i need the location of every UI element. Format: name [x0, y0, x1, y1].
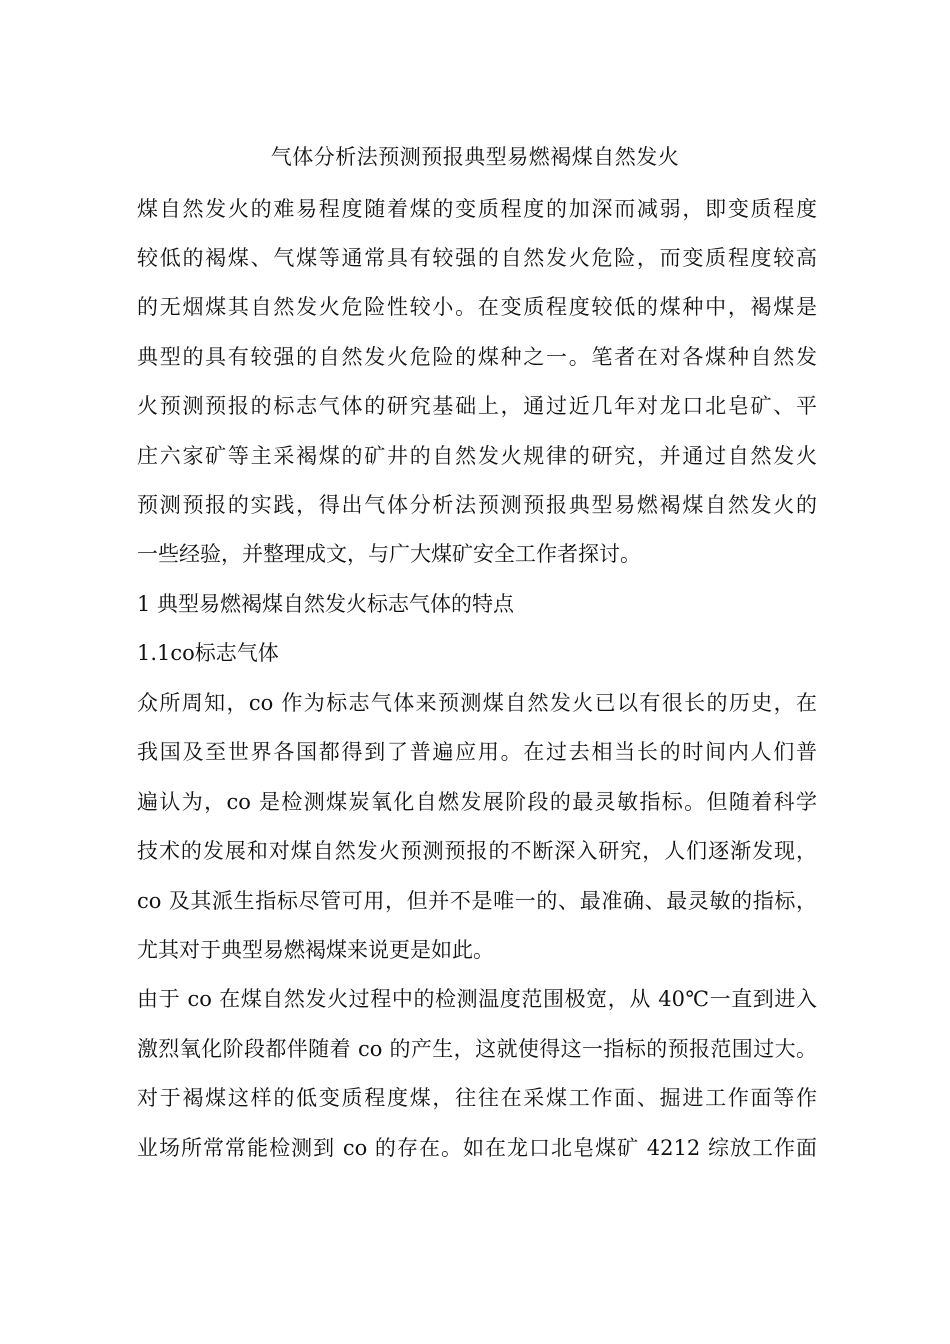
- paragraph-line: 尤其对于典型易燃褐煤来说更是如此。: [137, 938, 494, 962]
- paragraph-line: 业场所常常能检测到 co 的存在。如在龙口北皂煤矿 4212 综放工作面: [137, 1136, 817, 1160]
- paragraph-line: 对于褐煤这样的低变质程度煤，往往在采煤工作面、掘进工作面等作: [137, 1086, 817, 1110]
- paragraph-line: 激烈氧化阶段都伴随着 co 的产生，这就使得这一指标的预报范围过大。: [137, 1037, 817, 1061]
- paragraph-line: 众所周知，co 作为标志气体来预测煤自然发火已以有很长的历史，在: [137, 691, 817, 715]
- subsection-heading: 1.1co标志气体: [137, 641, 279, 665]
- paragraph-line: 由于 co 在煤自然发火过程中的检测温度范围极宽，从 40℃一直到进入: [137, 987, 817, 1011]
- paragraph-line: 较低的褐煤、气煤等通常具有较强的自然发火危险，而变质程度较高: [137, 246, 817, 270]
- paragraph-line: 技术的发展和对煤自然发火预测预报的不断深入研究，人们逐渐发现，: [137, 839, 817, 863]
- paragraph-line: 我国及至世界各国都得到了普遍应用。在过去相当长的时间内人们普: [137, 740, 817, 764]
- paragraph-line: co 及其派生指标尽管可用，但并不是唯一的、最准确、最灵敏的指标，: [137, 889, 817, 913]
- section-heading: 1 典型易燃褐煤自然发火标志气体的特点: [137, 592, 515, 616]
- paragraph-line: 的无烟煤其自然发火危险性较小。在变质程度较低的煤种中，褐煤是: [137, 295, 817, 319]
- paragraph-line: 一些经验，并整理成文，与广大煤矿安全工作者探讨。: [137, 542, 641, 566]
- paragraph-line: 遍认为，co 是检测煤炭氧化自燃发展阶段的最灵敏指标。但随着科学: [137, 790, 817, 814]
- paragraph-line: 预测预报的实践，得出气体分析法预测预报典型易燃褐煤自然发火的: [137, 493, 817, 517]
- paragraph-line: 煤自然发火的难易程度随着煤的变质程度的加深而减弱，即变质程度: [137, 197, 817, 221]
- paragraph-line: 火预测预报的标志气体的研究基础上，通过近几年对龙口北皂矿、平: [137, 394, 817, 418]
- paragraph-line: 庄六家矿等主采褐煤的矿井的自然发火规律的研究，并通过自然发火: [137, 444, 817, 468]
- paragraph-line: 典型的具有较强的自然发火危险的煤种之一。笔者在对各煤种自然发: [137, 345, 817, 369]
- document-title: 气体分析法预测预报典型易燃褐煤自然发火: [270, 145, 680, 169]
